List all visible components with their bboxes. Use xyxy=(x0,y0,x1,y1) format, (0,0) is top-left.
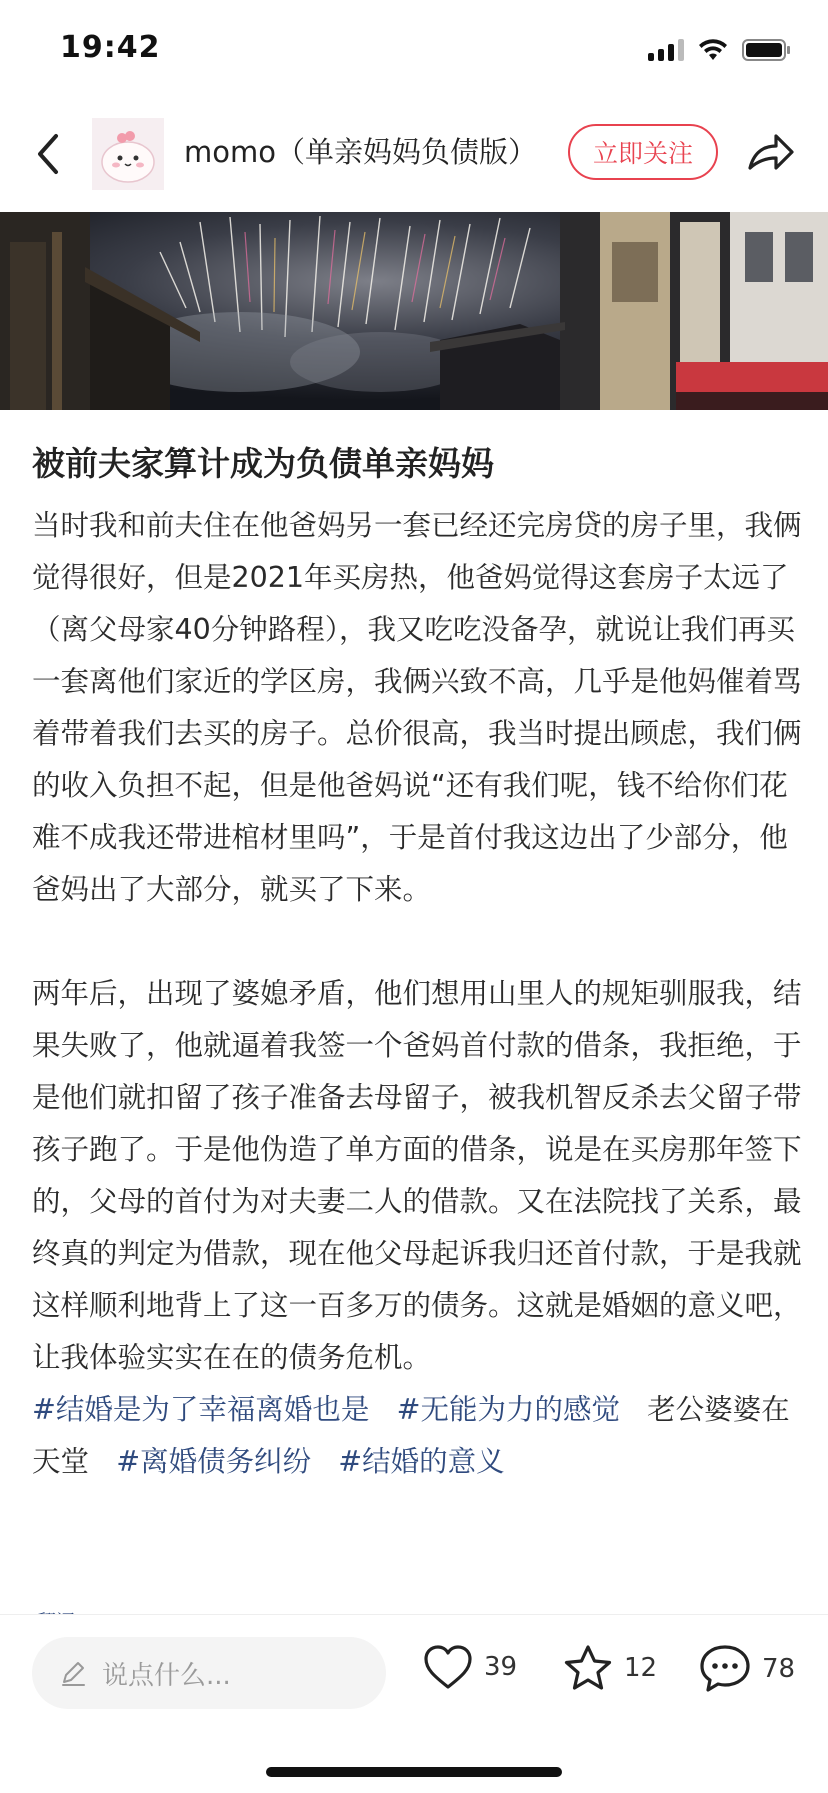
status-time: 19:42 xyxy=(60,30,161,65)
like-count: 39 xyxy=(484,1652,518,1682)
hashtag-link[interactable]: #无能为力的感觉 xyxy=(396,1393,620,1426)
comment-placeholder: 说点什么... xyxy=(102,1660,231,1691)
battery-icon xyxy=(742,38,792,62)
fireworks-image xyxy=(0,212,828,410)
bottom-action-bar xyxy=(0,1614,828,1793)
pencil-icon xyxy=(58,1658,88,1688)
note-header xyxy=(0,108,828,200)
hashtag-link[interactable]: #结婚是为了幸福离婚也是 xyxy=(32,1393,370,1426)
note-body xyxy=(32,500,802,1488)
status-icons xyxy=(648,38,792,62)
comment-count: 78 xyxy=(762,1654,796,1684)
avatar-image xyxy=(92,118,164,190)
star-icon xyxy=(562,1643,614,1693)
note-title: 被前夫家算计成为负债单亲妈妈 xyxy=(32,444,494,483)
cellular-signal-icon xyxy=(648,39,684,61)
hashtag-link[interactable]: #离婚债务纠纷 xyxy=(116,1445,312,1478)
favorite-count: 12 xyxy=(624,1653,658,1683)
status-bar xyxy=(0,0,828,100)
follow-button[interactable]: 立即关注 xyxy=(568,124,718,180)
back-icon[interactable] xyxy=(28,126,72,182)
share-icon[interactable] xyxy=(744,128,796,180)
wifi-icon xyxy=(698,38,728,62)
like-button[interactable] xyxy=(422,1643,517,1691)
favorite-button[interactable] xyxy=(562,1643,657,1693)
avatar[interactable] xyxy=(92,118,164,190)
paragraph-gap xyxy=(32,916,802,968)
comment-input[interactable] xyxy=(32,1637,386,1709)
heart-icon xyxy=(422,1643,474,1691)
paragraph: 当时我和前夫住在他爸妈另一套已经还完房贷的房子里，我俩觉得很好，但是2021年买房热，他爸妈觉得这套房子太远了（离父母家40分钟路程），我又吃吃没备孕，就说让我们再买一套离他们家近的学区房，我俩兴致不高，几乎是他妈催着骂着带着我们去买的房子。总价很高，我当时提出顾虑，我们俩的收入负担不起，但是他爸妈说“还有我们呢，钱不给你们花难不成我还带进棺材里吗”，于是首付我这边出了少部分，他爸妈出了大部分，就买了下来。 xyxy=(32,509,802,906)
hashtag-link[interactable]: #结婚的意义 xyxy=(338,1445,505,1478)
tag-text: 老公婆婆在天堂 xyxy=(32,1393,790,1478)
comment-bubble-icon xyxy=(698,1643,752,1695)
home-indicator[interactable] xyxy=(266,1767,562,1777)
comment-button[interactable] xyxy=(698,1643,795,1695)
author-name[interactable]: momo（单亲妈妈负债版） xyxy=(184,135,537,169)
paragraph: 两年后，出现了婆媳矛盾，他们想用山里人的规矩驯服我，结果失败了，他就逼着我签一个爸妈首付款的借条，我拒绝，于是他们就扣留了孩子准备去母留子，被我机智反杀去父留子带孩子跑了。于是他伪造了单方面的借条，说是在买房那年签下的，父母的首付为对夫妻二人的借款。又在法院找了关系，最终真的判定为借款，现在他父母起诉我归还首付款，于是我就这样顺利地背上了这一百多万的债务。这就是婚姻的意义吧，让我体验实实在在的债务危机。 xyxy=(32,977,802,1374)
banner-image xyxy=(0,212,828,410)
tag-line xyxy=(32,1384,802,1488)
